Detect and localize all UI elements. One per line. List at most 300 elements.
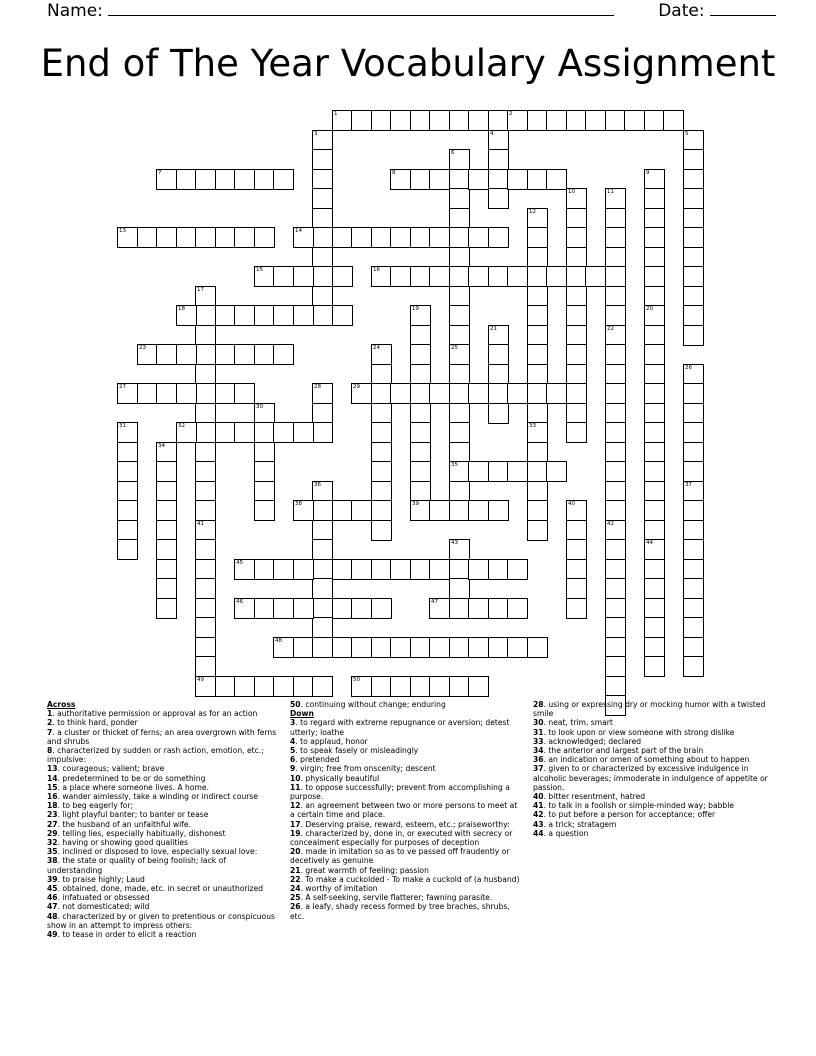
grid-cell[interactable] <box>312 637 333 658</box>
grid-cell[interactable] <box>312 403 333 424</box>
grid-cell[interactable] <box>195 344 216 365</box>
grid-cell[interactable] <box>683 149 704 170</box>
grid-cell[interactable] <box>195 500 216 521</box>
grid-cell[interactable] <box>683 266 704 287</box>
grid-cell[interactable] <box>351 110 372 131</box>
grid-cell[interactable] <box>605 403 626 424</box>
grid-cell[interactable] <box>195 227 216 248</box>
grid-cell[interactable] <box>468 266 489 287</box>
grid-cell[interactable] <box>117 383 138 404</box>
grid-cell[interactable] <box>215 227 236 248</box>
grid-cell[interactable] <box>195 461 216 482</box>
grid-cell[interactable] <box>605 656 626 677</box>
grid-cell[interactable] <box>527 383 548 404</box>
grid-cell[interactable] <box>312 559 333 580</box>
grid-cell[interactable] <box>605 676 626 697</box>
grid-cell[interactable] <box>137 344 158 365</box>
grid-cell[interactable] <box>234 559 255 580</box>
grid-cell[interactable] <box>254 676 275 697</box>
grid-cell[interactable] <box>371 422 392 443</box>
grid-cell[interactable] <box>312 676 333 697</box>
grid-cell[interactable] <box>488 266 509 287</box>
grid-cell[interactable] <box>566 559 587 580</box>
grid-cell[interactable] <box>195 422 216 443</box>
grid-cell[interactable] <box>371 266 392 287</box>
grid-cell[interactable] <box>527 422 548 443</box>
grid-cell[interactable] <box>312 169 333 190</box>
grid-cell[interactable] <box>644 442 665 463</box>
grid-cell[interactable] <box>683 539 704 560</box>
grid-cell[interactable] <box>410 110 431 131</box>
grid-cell[interactable] <box>546 169 567 190</box>
grid-cell[interactable] <box>332 598 353 619</box>
grid-cell[interactable] <box>254 344 275 365</box>
grid-cell[interactable] <box>351 500 372 521</box>
grid-cell[interactable] <box>488 598 509 619</box>
grid-cell[interactable] <box>683 481 704 502</box>
grid-cell[interactable] <box>449 481 470 502</box>
grid-cell[interactable] <box>371 500 392 521</box>
grid-cell[interactable] <box>332 110 353 131</box>
grid-cell[interactable] <box>293 559 314 580</box>
grid-cell[interactable] <box>390 559 411 580</box>
grid-cell[interactable] <box>507 383 528 404</box>
grid-cell[interactable] <box>195 578 216 599</box>
grid-cell[interactable] <box>449 559 470 580</box>
grid-cell[interactable] <box>683 227 704 248</box>
grid-cell[interactable] <box>410 500 431 521</box>
grid-cell[interactable] <box>215 305 236 326</box>
grid-cell[interactable] <box>410 364 431 385</box>
grid-cell[interactable] <box>683 383 704 404</box>
grid-cell[interactable] <box>644 305 665 326</box>
grid-cell[interactable] <box>351 676 372 697</box>
grid-cell[interactable] <box>195 520 216 541</box>
grid-cell[interactable] <box>273 344 294 365</box>
grid-cell[interactable] <box>273 266 294 287</box>
grid-cell[interactable] <box>254 403 275 424</box>
grid-cell[interactable] <box>176 227 197 248</box>
grid-cell[interactable] <box>605 422 626 443</box>
grid-cell[interactable] <box>156 344 177 365</box>
grid-cell[interactable] <box>566 110 587 131</box>
grid-cell[interactable] <box>390 227 411 248</box>
grid-cell[interactable] <box>410 403 431 424</box>
grid-cell[interactable] <box>449 500 470 521</box>
grid-cell[interactable] <box>683 656 704 677</box>
grid-cell[interactable] <box>156 598 177 619</box>
grid-cell[interactable] <box>293 598 314 619</box>
grid-cell[interactable] <box>371 676 392 697</box>
grid-cell[interactable] <box>156 442 177 463</box>
grid-cell[interactable] <box>195 676 216 697</box>
grid-cell[interactable] <box>683 286 704 307</box>
grid-cell[interactable] <box>605 286 626 307</box>
grid-cell[interactable] <box>117 227 138 248</box>
grid-cell[interactable] <box>644 520 665 541</box>
grid-cell[interactable] <box>254 442 275 463</box>
grid-cell[interactable] <box>254 559 275 580</box>
grid-cell[interactable] <box>449 403 470 424</box>
grid-cell[interactable] <box>254 422 275 443</box>
grid-cell[interactable] <box>410 559 431 580</box>
grid-cell[interactable] <box>371 344 392 365</box>
grid-cell[interactable] <box>488 188 509 209</box>
grid-cell[interactable] <box>312 617 333 638</box>
grid-cell[interactable] <box>644 208 665 229</box>
grid-cell[interactable] <box>371 481 392 502</box>
grid-cell[interactable] <box>683 325 704 346</box>
grid-cell[interactable] <box>527 305 548 326</box>
grid-cell[interactable] <box>605 227 626 248</box>
grid-cell[interactable] <box>488 344 509 365</box>
grid-cell[interactable] <box>156 383 177 404</box>
grid-cell[interactable] <box>507 169 528 190</box>
grid-cell[interactable] <box>546 110 567 131</box>
grid-cell[interactable] <box>605 442 626 463</box>
grid-cell[interactable] <box>254 598 275 619</box>
grid-cell[interactable] <box>117 481 138 502</box>
grid-cell[interactable] <box>605 266 626 287</box>
grid-cell[interactable] <box>156 500 177 521</box>
grid-cell[interactable] <box>683 617 704 638</box>
grid-cell[interactable] <box>624 110 645 131</box>
grid-cell[interactable] <box>449 422 470 443</box>
grid-cell[interactable] <box>293 500 314 521</box>
grid-cell[interactable] <box>605 325 626 346</box>
grid-cell[interactable] <box>488 110 509 131</box>
grid-cell[interactable] <box>410 422 431 443</box>
grid-cell[interactable] <box>371 110 392 131</box>
grid-cell[interactable] <box>605 364 626 385</box>
grid-cell[interactable] <box>117 539 138 560</box>
grid-cell[interactable] <box>507 266 528 287</box>
grid-cell[interactable] <box>410 637 431 658</box>
grid-cell[interactable] <box>605 578 626 599</box>
grid-cell[interactable] <box>488 130 509 151</box>
grid-cell[interactable] <box>468 598 489 619</box>
grid-cell[interactable] <box>312 208 333 229</box>
grid-cell[interactable] <box>449 598 470 619</box>
grid-cell[interactable] <box>449 364 470 385</box>
grid-cell[interactable] <box>605 247 626 268</box>
grid-cell[interactable] <box>644 383 665 404</box>
grid-cell[interactable] <box>390 676 411 697</box>
grid-cell[interactable] <box>566 520 587 541</box>
grid-cell[interactable] <box>351 383 372 404</box>
grid-cell[interactable] <box>312 266 333 287</box>
grid-cell[interactable] <box>683 130 704 151</box>
grid-cell[interactable] <box>215 676 236 697</box>
grid-cell[interactable] <box>254 461 275 482</box>
grid-cell[interactable] <box>546 383 567 404</box>
grid-cell[interactable] <box>468 110 489 131</box>
grid-cell[interactable] <box>293 227 314 248</box>
grid-cell[interactable] <box>585 110 606 131</box>
grid-cell[interactable] <box>273 676 294 697</box>
grid-cell[interactable] <box>351 559 372 580</box>
grid-cell[interactable] <box>644 559 665 580</box>
grid-cell[interactable] <box>683 500 704 521</box>
grid-cell[interactable] <box>527 266 548 287</box>
grid-cell[interactable] <box>683 403 704 424</box>
grid-cell[interactable] <box>117 461 138 482</box>
grid-cell[interactable] <box>566 227 587 248</box>
grid-cell[interactable] <box>605 481 626 502</box>
grid-cell[interactable] <box>527 403 548 424</box>
grid-cell[interactable] <box>468 461 489 482</box>
grid-cell[interactable] <box>566 344 587 365</box>
grid-cell[interactable] <box>215 344 236 365</box>
grid-cell[interactable] <box>234 169 255 190</box>
grid-cell[interactable] <box>566 383 587 404</box>
grid-cell[interactable] <box>546 266 567 287</box>
grid-cell[interactable] <box>663 110 684 131</box>
grid-cell[interactable] <box>429 383 450 404</box>
grid-cell[interactable] <box>137 383 158 404</box>
grid-cell[interactable] <box>527 286 548 307</box>
grid-cell[interactable] <box>195 364 216 385</box>
grid-cell[interactable] <box>449 578 470 599</box>
grid-cell[interactable] <box>683 364 704 385</box>
grid-cell[interactable] <box>566 188 587 209</box>
grid-cell[interactable] <box>566 403 587 424</box>
grid-cell[interactable] <box>273 637 294 658</box>
grid-cell[interactable] <box>605 520 626 541</box>
grid-cell[interactable] <box>605 637 626 658</box>
grid-cell[interactable] <box>429 169 450 190</box>
grid-cell[interactable] <box>137 227 158 248</box>
grid-cell[interactable] <box>371 637 392 658</box>
grid-cell[interactable] <box>468 559 489 580</box>
grid-cell[interactable] <box>527 325 548 346</box>
grid-cell[interactable] <box>605 598 626 619</box>
grid-cell[interactable] <box>527 500 548 521</box>
grid-cell[interactable] <box>410 383 431 404</box>
grid-cell[interactable] <box>449 286 470 307</box>
grid-cell[interactable] <box>156 169 177 190</box>
grid-cell[interactable] <box>449 383 470 404</box>
grid-cell[interactable] <box>449 188 470 209</box>
grid-cell[interactable] <box>312 422 333 443</box>
grid-cell[interactable] <box>644 188 665 209</box>
grid-cell[interactable] <box>332 559 353 580</box>
grid-cell[interactable] <box>507 598 528 619</box>
grid-cell[interactable] <box>683 169 704 190</box>
grid-cell[interactable] <box>215 383 236 404</box>
grid-cell[interactable] <box>410 266 431 287</box>
grid-cell[interactable] <box>332 500 353 521</box>
grid-cell[interactable] <box>468 500 489 521</box>
grid-cell[interactable] <box>390 169 411 190</box>
grid-cell[interactable] <box>312 227 333 248</box>
grid-cell[interactable] <box>312 188 333 209</box>
grid-cell[interactable] <box>234 383 255 404</box>
grid-cell[interactable] <box>605 617 626 638</box>
grid-cell[interactable] <box>117 500 138 521</box>
grid-cell[interactable] <box>195 325 216 346</box>
grid-cell[interactable] <box>488 364 509 385</box>
grid-cell[interactable] <box>293 266 314 287</box>
grid-cell[interactable] <box>644 325 665 346</box>
grid-cell[interactable] <box>644 227 665 248</box>
grid-cell[interactable] <box>683 559 704 580</box>
grid-cell[interactable] <box>566 578 587 599</box>
grid-cell[interactable] <box>234 344 255 365</box>
grid-cell[interactable] <box>527 520 548 541</box>
grid-cell[interactable] <box>215 169 236 190</box>
grid-cell[interactable] <box>449 266 470 287</box>
grid-cell[interactable] <box>566 305 587 326</box>
grid-cell[interactable] <box>468 227 489 248</box>
grid-cell[interactable] <box>683 305 704 326</box>
grid-cell[interactable] <box>410 481 431 502</box>
grid-cell[interactable] <box>254 169 275 190</box>
grid-cell[interactable] <box>566 364 587 385</box>
grid-cell[interactable] <box>195 559 216 580</box>
grid-cell[interactable] <box>410 169 431 190</box>
grid-cell[interactable] <box>429 676 450 697</box>
grid-cell[interactable] <box>488 383 509 404</box>
grid-cell[interactable] <box>605 208 626 229</box>
grid-cell[interactable] <box>410 442 431 463</box>
grid-cell[interactable] <box>449 247 470 268</box>
grid-cell[interactable] <box>644 169 665 190</box>
grid-cell[interactable] <box>429 227 450 248</box>
grid-cell[interactable] <box>156 481 177 502</box>
grid-cell[interactable] <box>234 227 255 248</box>
grid-cell[interactable] <box>332 305 353 326</box>
grid-cell[interactable] <box>644 286 665 307</box>
grid-cell[interactable] <box>449 208 470 229</box>
grid-cell[interactable] <box>429 500 450 521</box>
grid-cell[interactable] <box>488 461 509 482</box>
grid-cell[interactable] <box>644 617 665 638</box>
grid-cell[interactable] <box>273 169 294 190</box>
grid-cell[interactable] <box>234 305 255 326</box>
grid-cell[interactable] <box>605 344 626 365</box>
grid-cell[interactable] <box>527 364 548 385</box>
grid-cell[interactable] <box>644 500 665 521</box>
grid-cell[interactable] <box>195 383 216 404</box>
grid-cell[interactable] <box>195 656 216 677</box>
grid-cell[interactable] <box>683 188 704 209</box>
grid-cell[interactable] <box>644 403 665 424</box>
grid-cell[interactable] <box>332 227 353 248</box>
grid-cell[interactable] <box>156 559 177 580</box>
grid-cell[interactable] <box>371 442 392 463</box>
grid-cell[interactable] <box>683 247 704 268</box>
grid-cell[interactable] <box>605 383 626 404</box>
grid-cell[interactable] <box>566 598 587 619</box>
grid-cell[interactable] <box>156 539 177 560</box>
grid-cell[interactable] <box>585 266 606 287</box>
grid-cell[interactable] <box>312 578 333 599</box>
grid-cell[interactable] <box>566 325 587 346</box>
grid-cell[interactable] <box>273 598 294 619</box>
grid-cell[interactable] <box>254 227 275 248</box>
grid-cell[interactable] <box>371 403 392 424</box>
grid-cell[interactable] <box>429 637 450 658</box>
grid-cell[interactable] <box>195 305 216 326</box>
grid-cell[interactable] <box>527 110 548 131</box>
grid-cell[interactable] <box>293 676 314 697</box>
grid-cell[interactable] <box>527 208 548 229</box>
grid-cell[interactable] <box>117 442 138 463</box>
grid-cell[interactable] <box>644 539 665 560</box>
grid-cell[interactable] <box>566 539 587 560</box>
grid-cell[interactable] <box>117 422 138 443</box>
grid-cell[interactable] <box>683 442 704 463</box>
grid-cell[interactable] <box>683 520 704 541</box>
grid-cell[interactable] <box>683 578 704 599</box>
grid-cell[interactable] <box>410 676 431 697</box>
grid-cell[interactable] <box>195 481 216 502</box>
grid-cell[interactable] <box>410 227 431 248</box>
grid-cell[interactable] <box>195 169 216 190</box>
grid-cell[interactable] <box>488 559 509 580</box>
grid-cell[interactable] <box>273 305 294 326</box>
grid-cell[interactable] <box>507 637 528 658</box>
grid-cell[interactable] <box>644 422 665 443</box>
grid-cell[interactable] <box>566 286 587 307</box>
grid-cell[interactable] <box>605 539 626 560</box>
grid-cell[interactable] <box>488 325 509 346</box>
grid-cell[interactable] <box>429 110 450 131</box>
grid-cell[interactable] <box>683 598 704 619</box>
grid-cell[interactable] <box>546 461 567 482</box>
grid-cell[interactable] <box>254 481 275 502</box>
grid-cell[interactable] <box>527 247 548 268</box>
grid-cell[interactable] <box>195 286 216 307</box>
grid-cell[interactable] <box>410 344 431 365</box>
grid-cell[interactable] <box>273 559 294 580</box>
grid-cell[interactable] <box>332 266 353 287</box>
grid-cell[interactable] <box>293 637 314 658</box>
grid-cell[interactable] <box>644 364 665 385</box>
grid-cell[interactable] <box>468 676 489 697</box>
grid-cell[interactable] <box>468 169 489 190</box>
grid-cell[interactable] <box>449 676 470 697</box>
grid-cell[interactable] <box>507 461 528 482</box>
grid-cell[interactable] <box>488 403 509 424</box>
grid-cell[interactable] <box>390 637 411 658</box>
grid-cell[interactable] <box>449 149 470 170</box>
grid-cell[interactable] <box>351 637 372 658</box>
grid-cell[interactable] <box>644 637 665 658</box>
grid-cell[interactable] <box>312 305 333 326</box>
grid-cell[interactable] <box>234 422 255 443</box>
grid-cell[interactable] <box>449 110 470 131</box>
grid-cell[interactable] <box>390 383 411 404</box>
grid-cell[interactable] <box>644 656 665 677</box>
grid-cell[interactable] <box>156 227 177 248</box>
grid-cell[interactable] <box>488 227 509 248</box>
grid-cell[interactable] <box>449 169 470 190</box>
grid-cell[interactable] <box>527 637 548 658</box>
grid-cell[interactable] <box>644 247 665 268</box>
grid-cell[interactable] <box>332 637 353 658</box>
grid-cell[interactable] <box>644 266 665 287</box>
grid-cell[interactable] <box>371 598 392 619</box>
grid-cell[interactable] <box>449 325 470 346</box>
grid-cell[interactable] <box>449 442 470 463</box>
grid-cell[interactable] <box>195 617 216 638</box>
grid-cell[interactable] <box>371 364 392 385</box>
grid-cell[interactable] <box>429 266 450 287</box>
grid-cell[interactable] <box>488 169 509 190</box>
grid-cell[interactable] <box>390 110 411 131</box>
